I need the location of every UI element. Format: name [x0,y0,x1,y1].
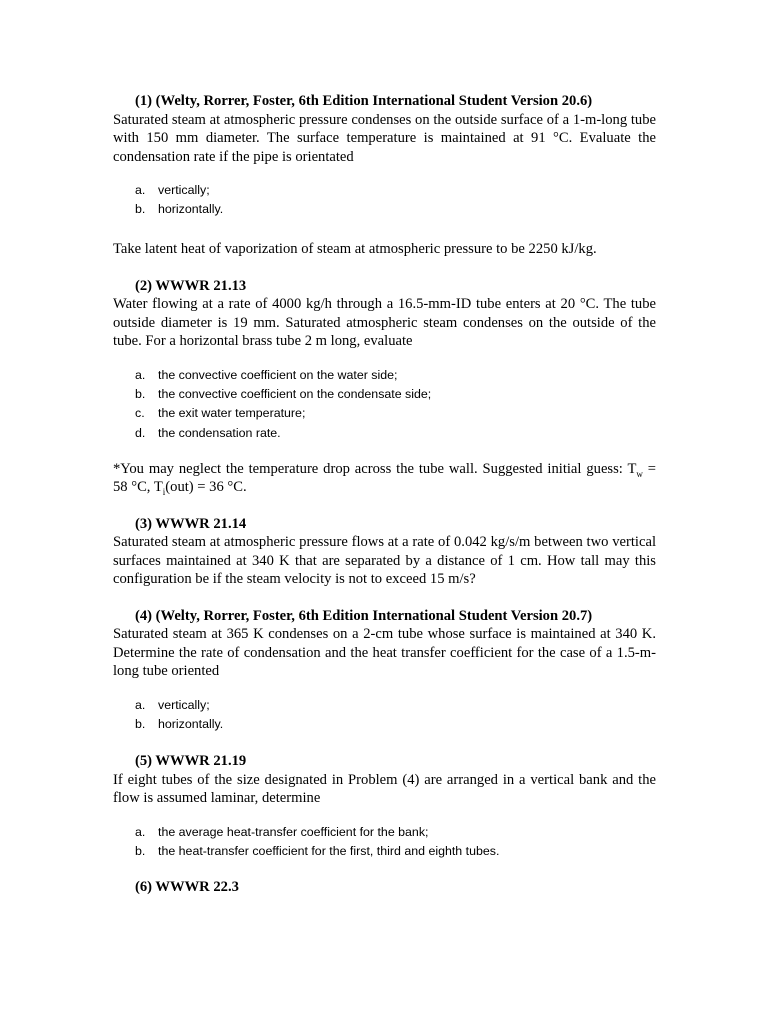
problem-heading: (3) WWWR 21.14 [135,515,247,532]
note-subscript-i: i [162,487,166,498]
list-item [135,200,656,219]
problem-4 [113,607,656,734]
list-item [135,696,656,715]
problem-heading: (1) (Welty, Rorrer, Foster, 6th Edition International Student Version 20.6) [135,93,593,109]
list-item-text: the convective coefficient on the condensate side; [158,387,432,402]
list-item [135,842,656,861]
list-marker: a. [135,367,146,382]
problem-note [113,460,656,497]
list-marker: d. [135,425,146,440]
problem-3 [113,515,656,589]
list-item-text: vertically; [158,697,210,712]
list-item-text: horizontally. [158,716,224,731]
list-item [135,181,656,200]
problem-text: Water flowing at a rate of 4000 kg/h through a 16.5-mm-ID tube enters at 20 °C. The tube outside diameter is 19 mm. Saturated atmospheric steam condenses on the outside of the tube. For a horizontal brass tube 2 m long, evaluate [113,296,656,350]
list-item-text: the condensation rate. [158,425,281,440]
list-item [135,424,656,443]
list-item-text: horizontally. [158,202,224,217]
problem-note: Take latent heat of vaporization of steam at atmospheric pressure to be 2250 kJ/kg. [113,241,597,258]
list-item-text: the exit water temperature; [158,406,306,421]
list-marker: a. [135,183,146,197]
note-subscript-w: w [636,468,643,479]
problem-6 [113,878,656,897]
problem-5 [113,752,656,861]
list-item-text: vertically; [158,183,210,197]
problem-2 [113,277,656,497]
list-item [135,366,656,385]
problem-text: Saturated steam at 365 K condenses on a 2-cm tube whose surface is maintained at 340 K. Determine the rate of condensation and the heat transfer coefficient for the case of a 1.5-m-long tube oriented [113,626,656,680]
problem-list [113,366,656,443]
list-marker: a. [135,824,146,839]
problem-heading: (2) WWWR 21.13 [135,277,247,294]
list-item [135,385,656,404]
problem-heading: (4) (Welty, Rorrer, Foster, 6th Edition International Student Version 20.7) [135,607,593,624]
list-item [135,715,656,734]
list-marker: c. [135,406,145,421]
list-marker: b. [135,716,146,731]
note-text-1: *You may neglect the temperature drop across the tube wall. Suggested initial guess: T [113,460,637,477]
list-marker: b. [135,843,146,858]
problem-list [113,823,656,861]
problem-list [113,181,656,219]
document-page [113,92,656,897]
problem-1 [113,92,656,259]
note-text-2: = 58 °C, T [113,460,656,496]
problem-text: Saturated steam at atmospheric pressure flows at a rate of 0.042 kg/s/m between two vertical surfaces maintained at 340 K that are separated by a distance of 1 cm. How tall may this configuration be if the steam velocity is not to exceed 15 m/s? [113,534,656,588]
list-item-text: the convective coefficient on the water side; [158,367,398,382]
list-item [135,404,656,423]
list-item [135,823,656,842]
list-marker: b. [135,202,146,217]
list-marker: a. [135,697,146,712]
problem-heading: (5) WWWR 21.19 [135,753,247,770]
problem-list [113,696,656,734]
problem-heading: (6) WWWR 22.3 [135,879,239,896]
list-item-text: the average heat-transfer coefficient for the bank; [158,824,429,839]
problem-text: If eight tubes of the size designated in Problem (4) are arranged in a vertical bank and the flow is assumed laminar, determine [113,771,656,807]
note-text-3: (out) = 36 °C. [165,479,247,496]
problem-text: Saturated steam at atmospheric pressure condenses on the outside surface of a 1-m-long tube with 150 mm diameter. The surface temperature is maintained at 91 °C. Evaluate the condensation rate if the pipe is orientated [113,111,656,165]
list-item-text: the heat-transfer coefficient for the first, third and eighth tubes. [158,843,500,858]
list-marker: b. [135,387,146,402]
